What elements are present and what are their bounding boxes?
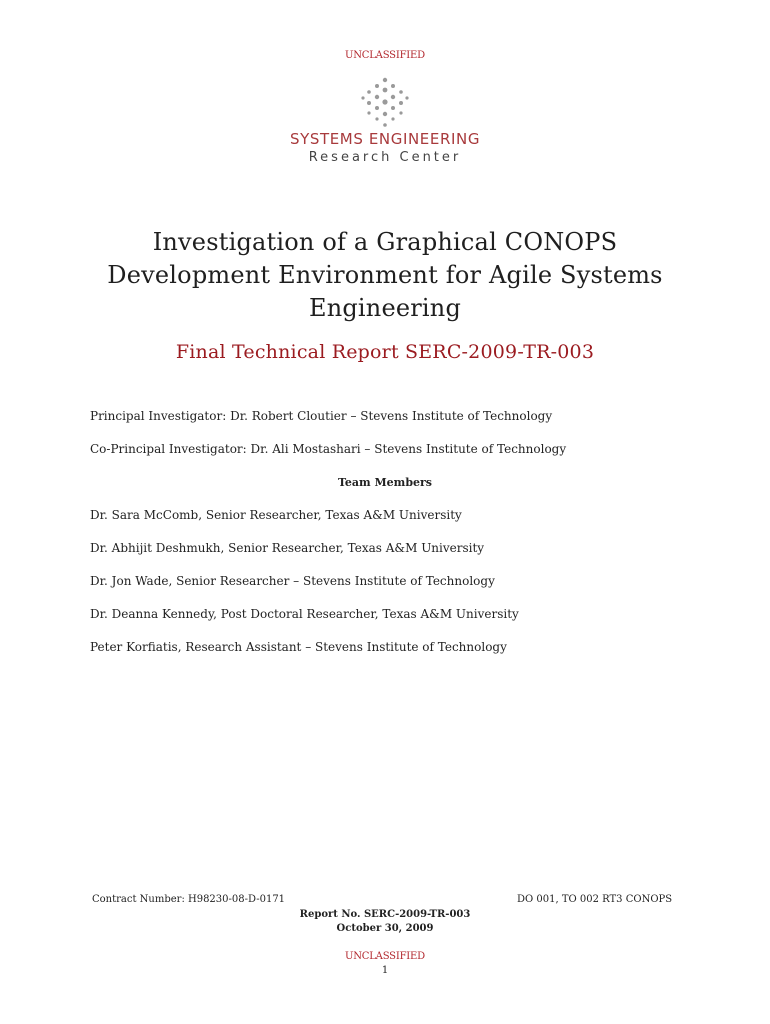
team-member: Dr. Sara McComb, Senior Researcher, Texas A&M University (90, 508, 462, 522)
team-member: Dr. Jon Wade, Senior Researcher – Stevens Institute of Technology (90, 574, 495, 588)
team-heading: Team Members (337, 476, 432, 489)
contract-number: Contract Number: H98230-08-D-0171 (92, 894, 286, 905)
title-line-1: Investigation of a Graphical CONOPS (152, 228, 618, 256)
logo-title: SYSTEMS ENGINEERING (289, 130, 481, 148)
report-subtitle: Final Technical Report SERC-2009-TR-003 (175, 341, 595, 363)
logo-subtitle: Research Center (308, 150, 462, 165)
co-principal-investigator: Co-Principal Investigator: Dr. Ali Mostashari – Stevens Institute of Technology (90, 442, 567, 456)
serc-logo (270, 74, 500, 174)
team-member: Dr. Abhijit Deshmukh, Senior Researcher, Texas A&M University (90, 541, 485, 555)
title-line-2: Development Environment for Agile Systems (107, 261, 663, 289)
page-number: 1 (381, 965, 389, 976)
classification-footer: UNCLASSIFIED (345, 951, 425, 962)
principal-investigator: Principal Investigator: Dr. Robert Cloutier – Stevens Institute of Technology (90, 409, 553, 423)
logo-dots-icon (270, 74, 500, 134)
document-title (0, 226, 770, 325)
report-number: Report No. SERC-2009-TR-003 (299, 909, 471, 920)
team-member: Peter Korfiatis, Research Assistant – Stevens Institute of Technology (90, 640, 507, 654)
delivery-order: DO 001, TO 002 RT3 CONOPS (517, 894, 673, 905)
team-member: Dr. Deanna Kennedy, Post Doctoral Researcher, Texas A&M University (90, 607, 519, 621)
report-date: October 30, 2009 (336, 923, 434, 934)
title-line-3: Engineering (308, 294, 462, 322)
classification-header: UNCLASSIFIED (345, 50, 425, 61)
